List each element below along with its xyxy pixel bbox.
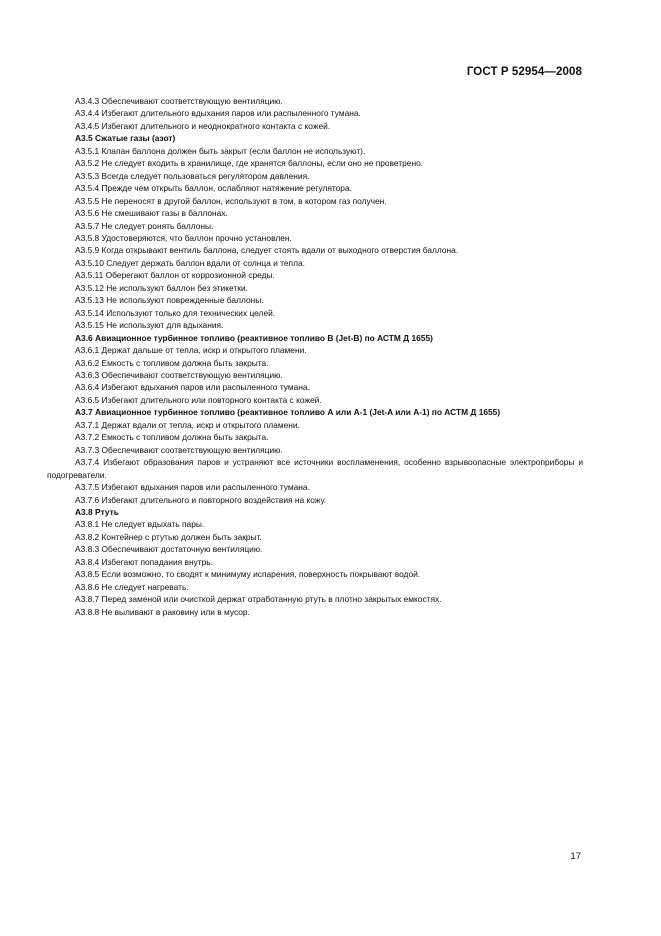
paragraph-line: А3.5.4 Прежде чем открыть баллон, ослабляют натяжение регулятора. — [75, 183, 352, 194]
paragraph-line: А3.7.2 Емкость с топливом должна быть закрыта. — [75, 432, 269, 443]
paragraph-line: А3.5.1 Клапан баллона должен быть закрыт (если баллон не используют). — [75, 145, 366, 156]
paragraph-line: А3.6.1 Держат дальше от тепла, искр и открытого пламени. — [75, 345, 307, 356]
paragraph-line: А3.4.3 Обеспечивают соответствующую вентиляцию. — [75, 96, 283, 106]
page-number: 17 — [570, 851, 581, 862]
document-body — [47, 95, 583, 618]
section-heading: А3.7 Авиационное турбинное топливо (реактивное топливо А или А-1 (Jet-A или А-1) по АСТМ Д 1655) — [75, 407, 501, 418]
paragraph-line: А3.5.5 Не переносят в другой баллон, используют в том, в котором газ получен. — [75, 195, 387, 206]
paragraph-line: А3.8.3 Обеспечивают достаточную вентиляцию. — [75, 544, 263, 555]
paragraph-line: А3.5.9 Когда открывают вентиль баллона, следует стоять вдали от выходного отверстия баллона. — [75, 245, 459, 256]
paragraph-line: А3.7.3 Обеспечивают соответствующую вентиляцию. — [75, 444, 283, 455]
paragraph-line: А3.8.7 Перед заменой или очисткой держат отработанную ртуть в плотно закрытых емкостях. — [75, 594, 442, 605]
paragraph-line: А3.6.4 Избегают вдыхания паров или распыленного тумана. — [75, 382, 310, 393]
paragraph-line: А3.7.6 Избегают длительного и повторного воздействия на кожу. — [75, 494, 327, 505]
paragraph-line: А3.5.15 Не используют для вдыхания. — [75, 320, 224, 331]
paragraph-line: А3.8.1 Не следует вдыхать пары. — [75, 519, 205, 530]
paragraph-line: А3.5.2 Не следует входить в хранилище, где хранятся баллоны, если оно не проветрено. — [75, 158, 424, 169]
paragraph-line: А3.6.5 Избегают длительного или повторного контакта с кожей. — [75, 394, 322, 405]
paragraph-line: А3.6.2 Емкость с топливом должна быть закрыта. — [75, 357, 269, 368]
section-heading: А3.5 Сжатые газы (азот) — [75, 133, 176, 144]
paragraph-line: А3.5.3 Всегда следует пользоваться регулятором давления. — [75, 170, 310, 181]
paragraph-line: А3.5.14 Используют только для технических целей. — [75, 307, 276, 318]
paragraph-line: А3.5.13 Не используют поврежденные баллоны. — [75, 295, 264, 306]
paragraph-line: А3.8.2 Контейнер с ртутью должен быть закрыт. — [75, 531, 262, 542]
section-heading: А3.8 Ртуть — [75, 506, 119, 517]
paragraph-line: А3.5.12 Не используют баллон без этикетки. — [75, 282, 248, 293]
paragraph-line: А3.6.3 Обеспечивают соответствующую вентиляцию. — [75, 369, 283, 380]
paragraph-line: А3.8.5 Если возможно, то сводят к минимуму испарения, поверхность покрывают водой. — [75, 569, 421, 580]
paragraph-line: А3.5.11 Оберегают баллон от коррозионной среды. — [75, 270, 275, 281]
paragraph-line: А3.5.10 Следует держать баллон вдали от солнца и тепла. — [75, 257, 305, 268]
paragraph-line: А3.4.4 Избегают длительного вдыхания паров или распыленного тумана. — [75, 108, 361, 119]
paragraph-line: А3.4.5 Избегают длительного и неоднократного контакта с кожей. — [75, 120, 331, 131]
paragraph-line: А3.8.4 Избегают попадания внутрь. — [75, 556, 213, 567]
document-number: ГОСТ Р 52954—2008 — [466, 66, 582, 78]
paragraph-line: А3.8.6 Не следует нагревать. — [75, 581, 189, 592]
paragraph-line: А3.7.5 Избегают вдыхания паров или распыленного тумана. — [75, 482, 310, 493]
paragraph-line: А3.5.7 Не следует ронять баллоны. — [75, 220, 214, 231]
paragraph-line: А3.7.4 Избегают образования паров и устраняют все источники воспламенения, особенно взрывоопасные электроприборы и подогреватели. — [47, 457, 583, 480]
paragraph-line: А3.5.6 Не смешивают газы в баллонах. — [75, 208, 228, 219]
paragraph-line: А3.7.1 Держат вдали от тепла, искр и открытого пламени. — [75, 419, 300, 430]
paragraph-line: А3.5.8 Удостоверяются, что баллон прочно установлен. — [75, 232, 292, 243]
paragraph-line: А3.8.8 Не выливают в раковину или в мусор. — [75, 606, 250, 617]
section-heading: А3.6 Авиационное турбинное топливо (реактивное топливо В (Jet-B) по АСТМ Д 1655) — [75, 332, 433, 343]
